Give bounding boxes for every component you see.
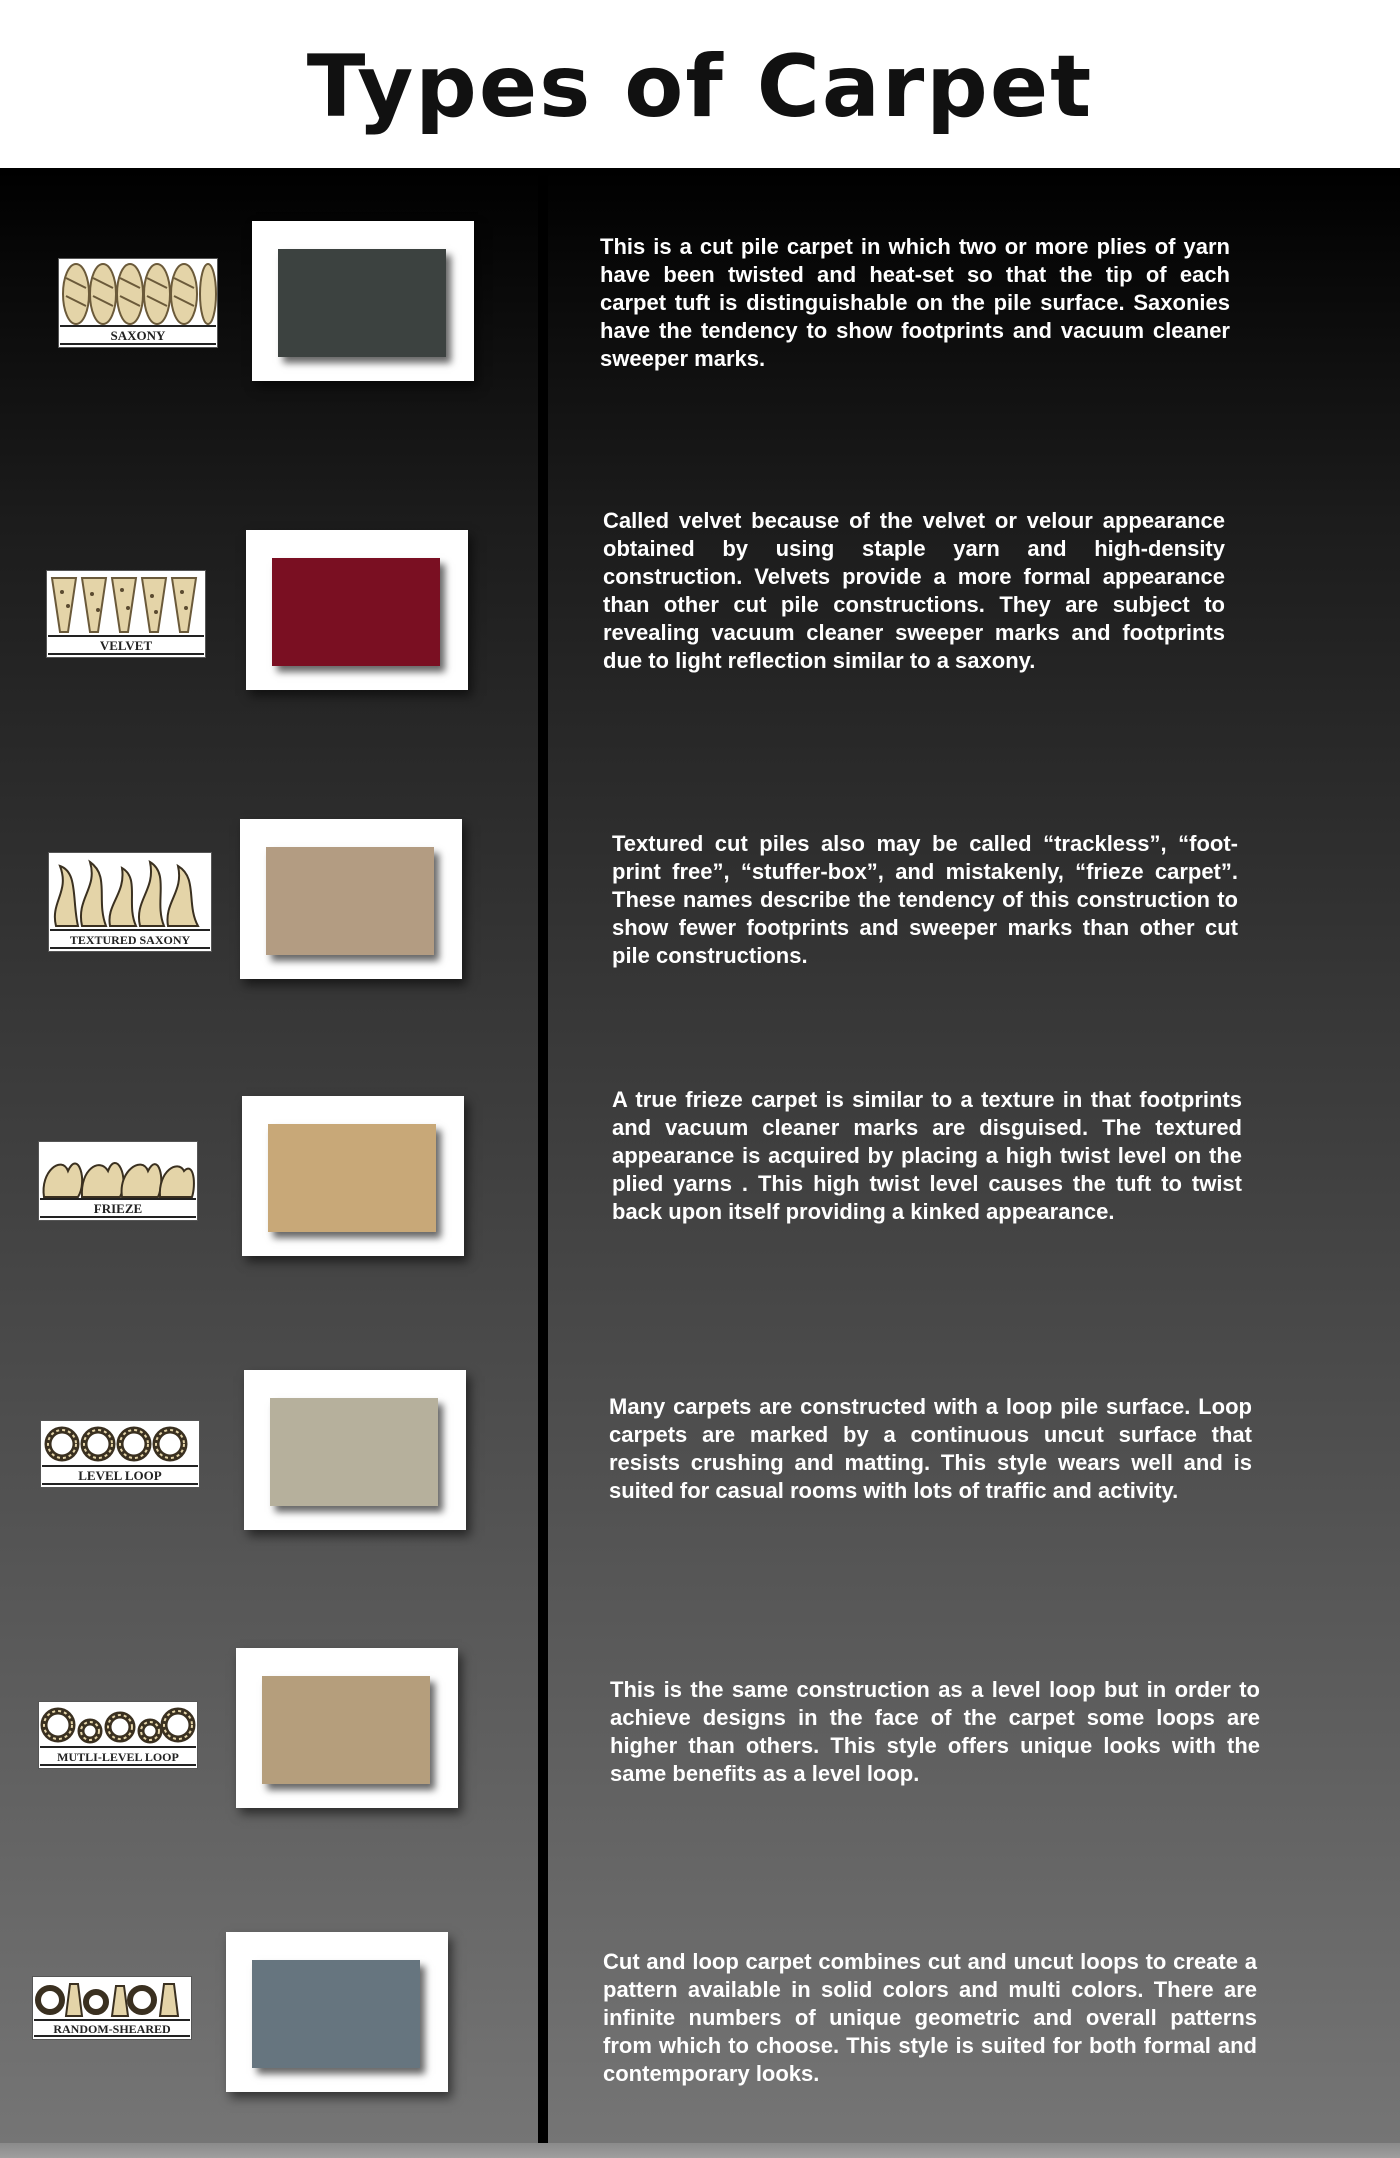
random-sheared-description: Cut and loop carpet combines cut and uncut loops to create a pattern available in solid colors and multi colors. There are infinite numbers of unique geometric and overall patterns from which to choose. This style is suited for both formal and contemporary looks. (603, 1949, 1257, 2086)
saxony-description: This is a cut pile carpet in which two or more plies of yarn have been twisted and heat-set so that the tip of each carpet tuft is distinguishable on the pile surface. Saxonies have the tendency to show footprints and vacuum cleaner sweeper marks. (600, 234, 1230, 371)
frieze-swatch-frame (242, 1096, 464, 1256)
carpet-list (0, 168, 1400, 2143)
textured-saxony-description: Textured cut piles also may be called “trackless”, “foot-print free”, “stuffer-box”, and mistakenly, “frieze carpet”. These names describe the tendency of this construction to show fewer footprints and sweeper marks than other cut pile constructions. (612, 831, 1238, 968)
diagram-label: VELVET (99, 638, 153, 653)
multi-level-loop-swatch (262, 1676, 430, 1784)
multi-level-loop-description: This is the same construction as a level loop but in order to achieve designs in the face of the carpet some loops are higher than others. This style offers unique looks with the same benefits as a level loop. (610, 1677, 1260, 1786)
level-loop-swatch-frame (244, 1370, 466, 1530)
velvet-diagram (46, 570, 206, 658)
multi-level-loop-swatch-frame (236, 1648, 458, 1808)
title-bar (0, 0, 1400, 168)
velvet-description: Called velvet because of the velvet or velour appearance obtained by using staple yarn and high-density construction. Velvets provide a more formal appearance than other cut pile constructions. They are subject to revealing vacuum cleaner sweeper marks and footprints due to light reflection similar to a saxony. (603, 508, 1225, 673)
velvet-swatch (272, 558, 440, 666)
textured-saxony-swatch-frame (240, 819, 462, 979)
diagram-label: MUTLI-LEVEL LOOP (57, 1750, 179, 1764)
saxony-swatch-frame (252, 221, 474, 381)
frieze-diagram (38, 1141, 198, 1221)
diagram-label: RANDOM-SHEARED (53, 2022, 171, 2036)
frieze-description: A true frieze carpet is similar to a texture in that footprints and vacuum cleaner marks are disguised. The textured appearance is acquired by placing a high twist level on the plied yarns . This high twist level causes the tuft to twist back upon itself providing a kinked appearance. (612, 1087, 1242, 1224)
bottom-strip (0, 2143, 1400, 2158)
random-sheared-swatch (252, 1960, 420, 2068)
saxony-swatch (278, 249, 446, 357)
random-sheared-swatch-frame (226, 1932, 448, 2092)
random-sheared-diagram (32, 1976, 192, 2040)
velvet-swatch-frame (246, 530, 468, 690)
diagram-label: TEXTURED SAXONY (69, 933, 191, 947)
multi-level-loop-diagram (38, 1701, 198, 1769)
diagram-label: SAXONY (110, 328, 166, 343)
frieze-swatch (268, 1124, 436, 1232)
textured-saxony-swatch (266, 847, 434, 955)
textured-saxony-diagram (48, 852, 212, 952)
diagram-label: LEVEL LOOP (78, 1468, 162, 1483)
level-loop-diagram (40, 1420, 200, 1488)
saxony-diagram (58, 258, 218, 348)
diagram-label: FRIEZE (93, 1201, 143, 1216)
level-loop-swatch (270, 1398, 438, 1506)
page-title: Types of Carpet (306, 37, 1094, 137)
level-loop-description: Many carpets are constructed with a loop pile surface. Loop carpets are marked by a continuous uncut surface that resists crushing and matting. This style wears well and is suited for casual rooms with lots of traffic and activity. (609, 1394, 1252, 1503)
column-divider (538, 168, 548, 2143)
